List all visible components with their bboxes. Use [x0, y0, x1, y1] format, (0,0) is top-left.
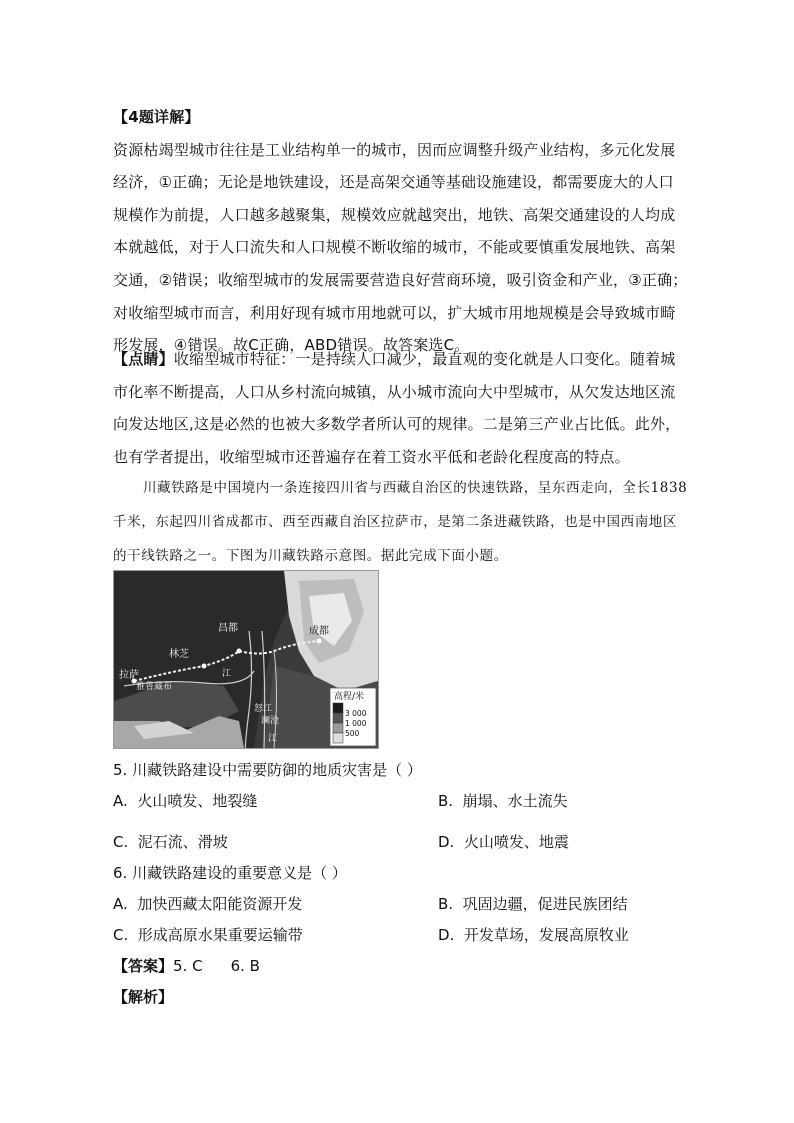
legend-level-500: 500: [345, 729, 360, 738]
option-text: 开发草场，发展高原牧业: [463, 926, 629, 944]
tip-heading: 【点睛】: [113, 350, 174, 368]
map-legend: [330, 688, 376, 746]
tip-body: 收缩型城市特征：一是持续人口减少，最直观的变化就是人口变化。随着城市化率不断提高，人口从乡村流向城镇，从小城市流向大中型城市，从欠发达地区流向发达地区,这是必然的也被大多数学者所认可的规律。二是第三产业占比低。此外，也有学者提出，收缩型城市还普遍存在着工资水平低和老龄化程度高的特点。: [113, 350, 681, 466]
option-label: B.: [438, 895, 454, 913]
intro-text: 川藏铁路是中国境内一条连接四川省与西藏自治区的快速铁路，呈东西走向，全长1838千米，东起四川省成都市、西至西藏自治区拉萨市，是第二条进藏铁路，也是中国西南地区的干线铁路之一。下图为川藏铁路示意图。据此完成下面小题。: [113, 480, 688, 564]
option-label: C.: [113, 926, 129, 944]
map-label-jiang-2: 江: [268, 734, 278, 744]
option-text: 火山喷发、地震: [463, 833, 569, 851]
question-6-option-a: [113, 893, 302, 914]
answer-heading: 【答案】: [113, 957, 174, 975]
map-label-chengdu: 成都: [309, 626, 329, 637]
question-6-stem: 6. 川藏铁路建设的重要意义是（ ）: [113, 864, 347, 882]
option-label: C.: [113, 833, 129, 851]
legend-level-3000: 3 000: [345, 709, 367, 718]
question-6-option-b: [438, 893, 628, 914]
map-label-jiang-1: 江: [222, 669, 232, 679]
question-5-option-d: [438, 831, 569, 852]
map-label-nujiang: 怒江: [254, 704, 273, 714]
option-text: 泥石流、滑坡: [137, 833, 228, 851]
tip-section: [113, 343, 688, 473]
question-5-option-a: [113, 790, 257, 811]
question-5-option-c: [113, 831, 228, 852]
option-label: D.: [438, 833, 455, 851]
legend-swatch-1: [333, 703, 343, 713]
sichuan-tibet-railway-map: [113, 570, 379, 749]
option-label: A.: [113, 895, 128, 913]
option-text: 火山喷发、地裂缝: [137, 792, 258, 810]
map-label-lancang: 澜沧: [261, 716, 280, 726]
legend-swatch-4: [333, 733, 343, 743]
answer-line: [113, 955, 260, 976]
question-5-stem: 5. 川藏铁路建设中需要防御的地质灾害是（ ）: [113, 761, 422, 779]
map-label-nyingchi: 林芝: [169, 649, 189, 660]
option-label: B.: [438, 792, 454, 810]
question-5-option-b: [438, 790, 568, 811]
legend-title: 高程/米: [334, 692, 365, 702]
option-text: 崩塌、水土流失: [462, 792, 568, 810]
option-label: D.: [438, 926, 455, 944]
legend-swatch-2: [333, 713, 343, 723]
map-label-changdu: 昌都: [218, 623, 238, 634]
option-text: 形成高原水果重要运输带: [137, 926, 303, 944]
q4-detail-heading: 【4题详解】: [113, 108, 200, 126]
legend-swatch-3: [333, 723, 343, 733]
answer-q6: 6. B: [230, 957, 260, 975]
answer-q5: 5. C: [173, 957, 203, 975]
intro-paragraph: [113, 471, 688, 573]
map-label-lhasa: 拉萨: [119, 670, 139, 681]
q4-detail-section: [113, 101, 688, 362]
legend-level-1000: 1 000: [345, 719, 367, 728]
question-6-option-c: [113, 924, 303, 945]
option-label: A.: [113, 792, 128, 810]
option-text: 加快西藏太阳能资源开发: [137, 895, 303, 913]
map-label-yarlung: 雅鲁藏布: [136, 682, 173, 692]
analysis-heading: 【解析】: [113, 988, 174, 1006]
option-text: 巩固边疆，促进民族团结: [462, 895, 628, 913]
question-6-option-d: [438, 924, 629, 945]
q4-detail-body: 资源枯竭型城市往往是工业结构单一的城市，因而应调整升级产业结构，多元化发展经济，①正确；无论是地铁建设，还是高架交通等基础设施建设，都需要庞大的人口规模作为前提，人口越多越聚集，规模效应就越突出，地铁、高架交通建设的人均成本就越低，对于人口流失和人口规模不断收缩的城市，不能或要慎重发展地铁、高架交通，②错误；收缩型城市的发展需要营造良好营商环境，吸引资金和产业，③正确；对收缩型城市而言，利用好现有城市用地就可以，扩大城市用地规模是会导致城市畸形发展，④错误。故C正确，ABD错误。故答案选C。: [113, 140, 688, 355]
